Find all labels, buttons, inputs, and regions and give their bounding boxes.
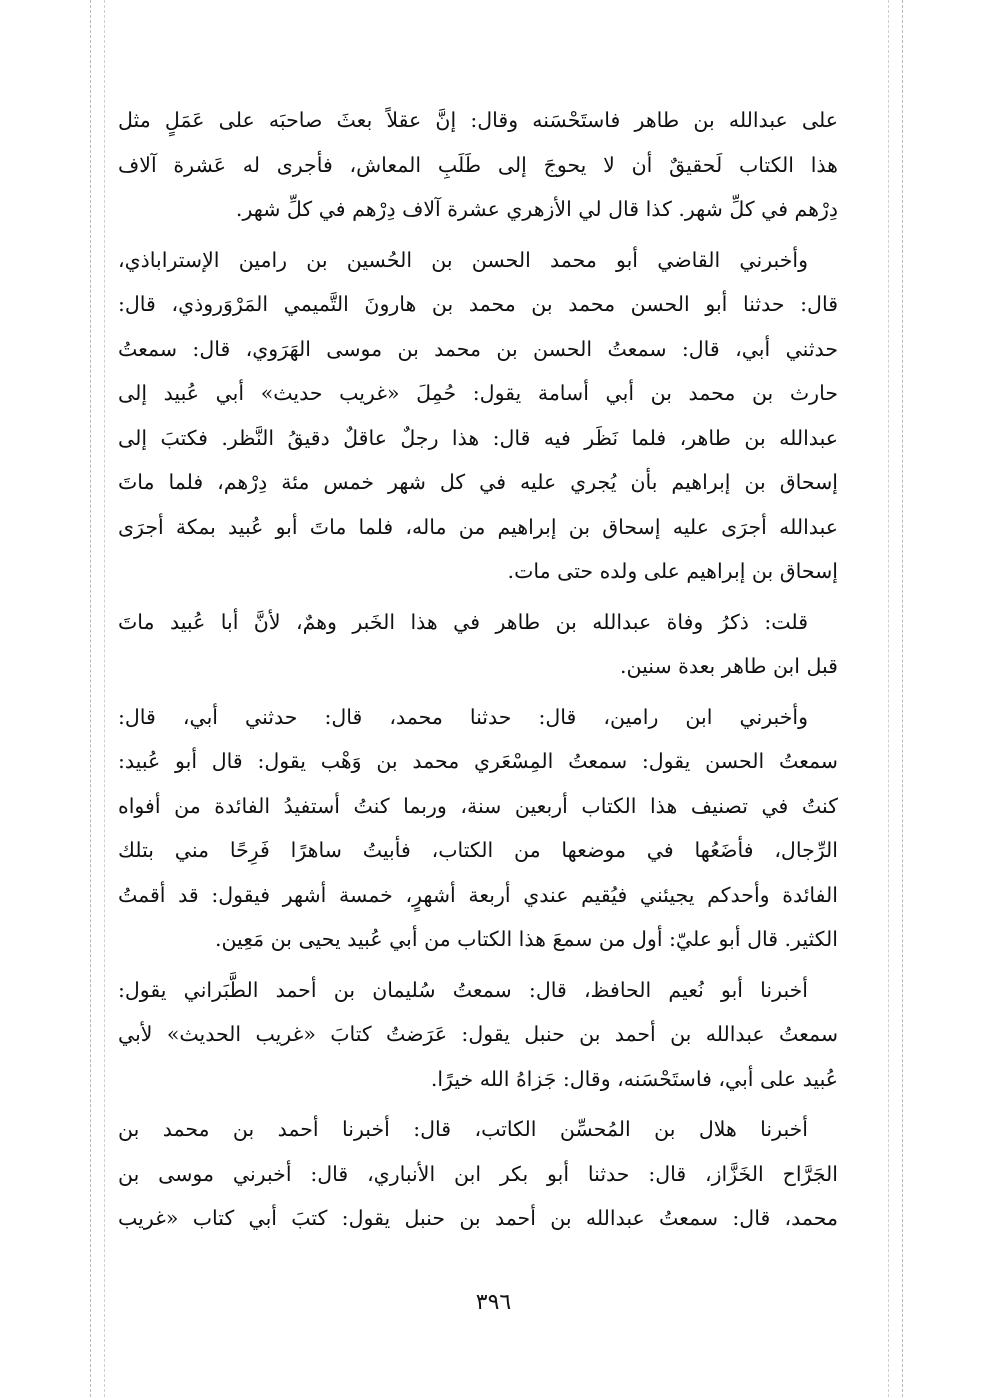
- paragraph: [118, 968, 838, 1102]
- text-line: عبدالله أجرَى عليه إسحاق بن إبراهيم من ماله، فلما ماتَ أبو عُبيد بمكة أجرَى: [118, 514, 838, 539]
- text-line: حارث بن محمد بن أبي أسامة يقول: حُمِلَ «غريب حديث» أبي عُبيد إلى: [118, 381, 838, 405]
- text-line: وأخبرني القاضي أبو محمد الحسن بن الحُسين بن رامين الإستراباذي،: [118, 247, 808, 272]
- text-line: حدثني أبي، قال: سمعتُ الحسن بن محمد بن موسى الهَرَوي، قال: سمعتُ: [118, 336, 838, 361]
- text-line: دِرْهم في كلِّ شهر. كذا قال لي الأزهري عشرة آلاف دِرْهم في كلِّ شهر.: [235, 197, 838, 221]
- page-number: ٣٩٦: [475, 1290, 512, 1315]
- right-scan-edge-inner: [888, 0, 889, 1397]
- text-line: وأخبرني ابن رامين، قال: حدثنا محمد، قال: حدثني أبي، قال:: [118, 704, 808, 729]
- text-line: محمد، قال: سمعتُ عبدالله بن أحمد بن حنبل يقول: كتبَ أبي كتاب «غريب: [118, 1206, 838, 1230]
- paragraph: [118, 1107, 838, 1241]
- paragraph: [118, 98, 838, 232]
- text-line: الفائدة وأحدكم يجيئني فيُقيم عندي أربعة أشهرٍ، خمسة أشهر فيقول: قد أقمتُ: [118, 882, 838, 907]
- text-line: هذا الكتاب لَحقيقٌ أن لا يحوجَ إلى طَلَبِ المعاش، فأجرى له عَشرة آلاف: [118, 152, 838, 177]
- text-line: أخبرنا هلال بن المُحسِّن الكاتب، قال: أخبرنا أحمد بن محمد بن: [118, 1117, 808, 1141]
- text-line: كنتُ في تصنيف هذا الكتاب أربعين سنة، وربما كنتُ أستفيدُ الفائدة من أفواه: [118, 793, 838, 818]
- text-line: الكثير. قال أبو عليّ: أول من سمعَ هذا الكتاب من أبي عُبيد يحيى بن مَعِين.: [214, 927, 838, 951]
- right-scan-edge: [902, 0, 903, 1397]
- text-line: سمعتُ عبدالله بن أحمد بن حنبل يقول: عَرَضتُ كتابَ «غريب الحديث» لأبي: [118, 1022, 838, 1046]
- body-text: [118, 98, 838, 1247]
- left-scan-edge: [90, 0, 91, 1397]
- text-line: قال: حدثنا أبو الحسن محمد بن محمد بن هارونَ التَّميمي المَرْوَروذي، قال:: [118, 292, 838, 316]
- paragraph: [118, 238, 838, 594]
- text-line: الجَرَّاح الخَزَّاز، قال: حدثنا أبو بكر ابن الأنباري، قال: أخبرني موسى بن: [118, 1161, 838, 1186]
- paragraph: [118, 600, 838, 689]
- text-line: إسحاق بن إبراهيم بأن يُجري عليه في كل شهر خمس مئة دِرْهم، فلما ماتَ: [118, 470, 838, 494]
- text-line: أخبرنا أبو نُعيم الحافظ، قال: سمعتُ سُليمان بن أحمد الطَّبَراني يقول:: [118, 977, 808, 1002]
- left-scan-edge-inner: [104, 0, 105, 1397]
- text-line: سمعتُ الحسن يقول: سمعتُ المِسْعَري محمد بن وَهْب يقول: قال أبو عُبيد:: [118, 749, 838, 773]
- text-line: عبدالله بن طاهر، فلما نَظَر فيه قال: هذا رجلٌ عاقلٌ دقيقُ النَّظر. فكتبَ إلى: [118, 425, 838, 450]
- paragraph: [118, 695, 838, 962]
- text-line: قلت: ذكرُ وفاة عبدالله بن طاهر في هذا الخَبر وهمٌ، لأنَّ أبا عُبيد ماتَ: [118, 609, 808, 634]
- text-line: إسحاق بن إبراهيم على ولده حتى مات.: [507, 559, 838, 583]
- text-line: على عبدالله بن طاهر فاستَحْسَنه وقال: إنَّ عقلاً بعثَ صاحبَه على عَمَلٍ مثل: [118, 108, 838, 132]
- text-line: قبل ابن طاهر بعدة سنين.: [619, 654, 838, 678]
- text-line: عُبيد على أبي، فاستَحْسَنه، وقال: جَزاهُ الله خيرًا.: [430, 1066, 838, 1091]
- text-line: الرِّجال، فأضَعُها في موضعها من الكتاب، فأبيتُ ساهرًا فَرِحًا مني بتلك: [118, 838, 838, 862]
